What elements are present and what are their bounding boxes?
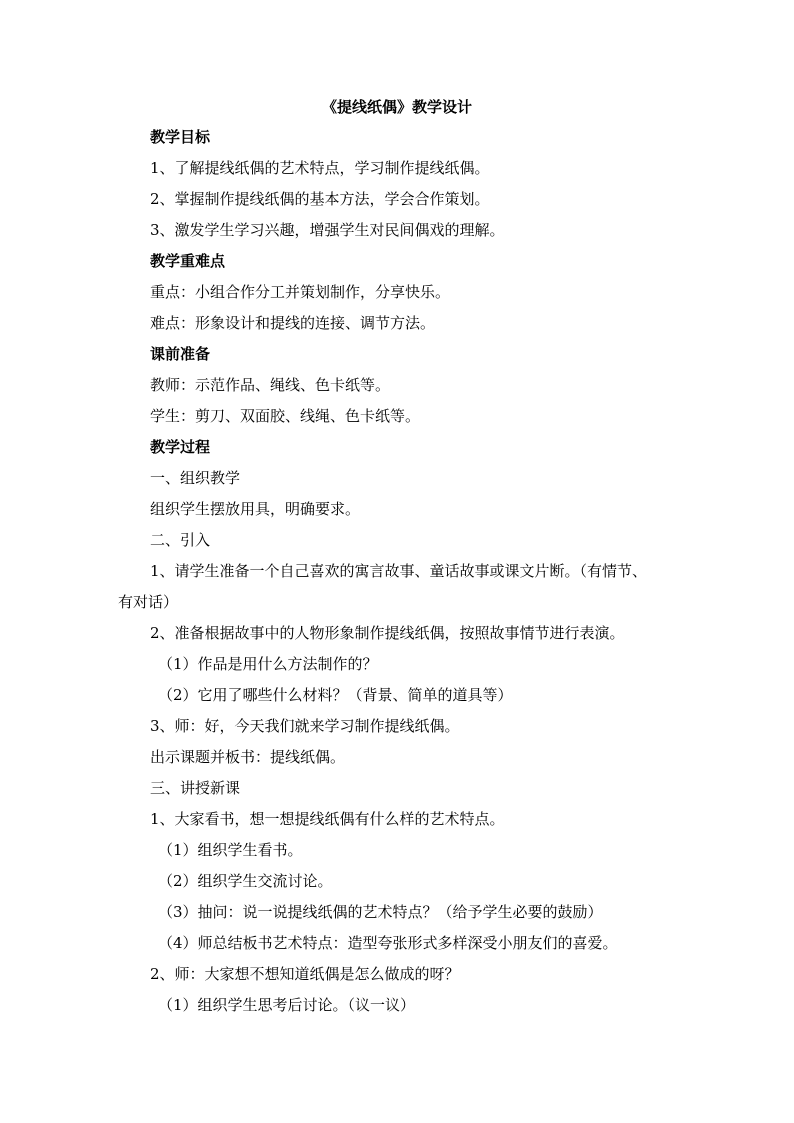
text-line: 组织学生摆放用具，明确要求。 <box>150 500 361 518</box>
text-line: 教师：示范作品、绳线、色卡纸等。 <box>150 376 391 394</box>
section-heading-process: 教学过程 <box>150 438 211 456</box>
text-line: 1、大家看书，想一想提线纸偶有什么样的艺术特点。 <box>150 810 505 828</box>
text-line: （2）组织学生交流讨论。 <box>158 872 333 890</box>
text-line: 有对话） <box>118 593 179 611</box>
document-title: 《提线纸偶》教学设计 <box>321 98 472 116</box>
text-line: 三、讲授新课 <box>150 779 241 797</box>
text-line: 3、激发学生学习兴趣，增强学生对民间偶戏的理解。 <box>150 221 505 239</box>
text-line: 1、了解提线纸偶的艺术特点，学习制作提线纸偶。 <box>150 159 490 177</box>
text-line: 出示课题并板书：提线纸偶。 <box>150 748 346 766</box>
text-line: （1）组织学生看书。 <box>158 841 303 859</box>
section-heading-objectives: 教学目标 <box>150 128 211 146</box>
text-line: （4）师总结板书艺术特点：造型夸张形式多样深受小朋友们的喜爱。 <box>158 934 618 952</box>
text-line: （1）作品是用什么方法制作的？ <box>158 655 378 673</box>
text-line: 2、师：大家想不想知道纸偶是怎么做成的呀？ <box>150 965 460 983</box>
text-line: （1）组织学生思考后讨论。（议一议） <box>158 996 416 1014</box>
text-line: 重点：小组合作分工并策划制作，分享快乐。 <box>150 283 451 301</box>
text-line: 学生：剪刀、双面胶、线绳、色卡纸等。 <box>150 407 421 425</box>
text-line: （3）抽问：说一说提线纸偶的艺术特点？（给予学生必要的鼓励） <box>158 903 603 921</box>
text-line: 难点：形象设计和提线的连接、调节方法。 <box>150 314 436 332</box>
text-line: 2、准备根据故事中的人物形象制作提线纸偶，按照故事情节进行表演。 <box>150 624 625 642</box>
text-line: 2、掌握制作提线纸偶的基本方法，学会合作策划。 <box>150 190 490 208</box>
section-heading-preparation: 课前准备 <box>150 345 211 363</box>
text-line: 3、师：好，今天我们就来学习制作提线纸偶。 <box>150 717 460 735</box>
text-line: 一、组织教学 <box>150 469 241 487</box>
text-line: （2）它用了哪些什么材料？（背景、简单的道具等） <box>158 686 513 704</box>
text-line: 1、请学生准备一个自己喜欢的寓言故事、童话故事或课文片断。（有情节、 <box>150 562 648 580</box>
section-heading-key-points: 教学重难点 <box>150 252 226 270</box>
text-line: 二、引入 <box>150 531 211 549</box>
